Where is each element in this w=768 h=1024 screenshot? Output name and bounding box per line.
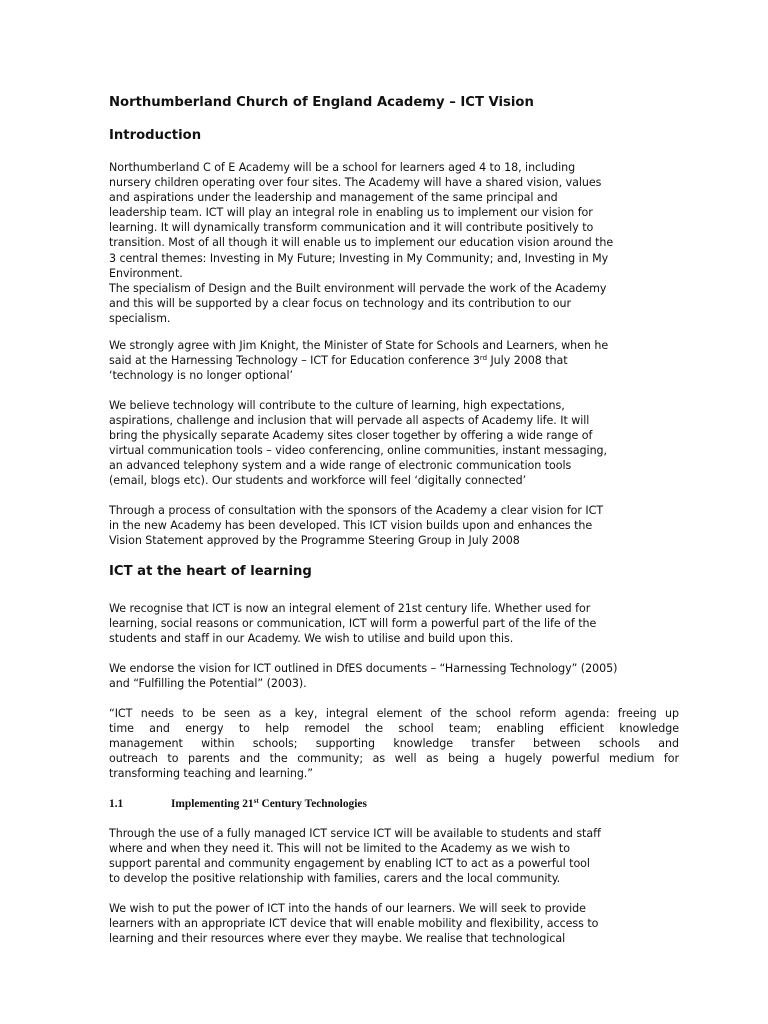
text-line: The specialism of Design and the Built environment will pervade the work of the Academy xyxy=(109,281,607,295)
text-line: specialism. xyxy=(109,311,171,325)
text-line: bring the physically separate Academy sites closer together by offering a wide range of xyxy=(109,429,593,443)
text-line: transition. Most of all though it will enable us to implement our education vision around the xyxy=(109,236,614,250)
text-run: Century Technologies xyxy=(258,798,367,810)
text-line: We wish to put the power of ICT into the hands of our learners. We will seek to provide xyxy=(109,902,586,915)
section-1-1-paragraph-2 xyxy=(109,901,679,946)
text-line: and “Fulfilling the Potential” (2003). xyxy=(109,677,307,691)
ict-heart-paragraph-2 xyxy=(109,661,679,691)
text-line: transforming teaching and learning.” xyxy=(109,767,313,781)
section-1-1-heading xyxy=(109,797,509,812)
text-line: We endorse the vision for ICT outlined in DfES documents – “Harnessing Technology” (2005) xyxy=(109,662,618,675)
text-line: nursery children operating over four sites. The Academy will have a shared vision, values xyxy=(109,176,602,190)
text-line: learning, social reasons or communication, ICT will form a powerful part of the life of the xyxy=(109,617,597,631)
text-line: in the new Academy has been developed. This ICT vision builds upon and enhances the xyxy=(109,519,593,533)
introduction-paragraph-3 xyxy=(109,398,679,489)
text-line: students and staff in our Academy. We wish to utilise and build upon this. xyxy=(109,632,514,646)
text-line: to develop the positive relationship with families, carers and the local community. xyxy=(109,872,561,886)
text-line: an advanced telephony system and a wide range of electronic communication tools xyxy=(109,459,572,473)
text-line: Northumberland C of E Academy will be a school for learners aged 4 to 18, including xyxy=(109,161,576,174)
text-run: Implementing 21 xyxy=(171,798,254,810)
introduction-heading: Introduction xyxy=(109,128,202,143)
text-line xyxy=(109,353,679,368)
ict-heart-heading: ICT at the heart of learning xyxy=(109,564,312,579)
text-line: virtual communication tools – video conferencing, online communities, instant messaging, xyxy=(109,444,608,458)
text-run: said at the Harnessing Technology – ICT for Education conference 3 xyxy=(109,354,480,368)
text-line: We strongly agree with Jim Knight, the Minister of State for Schools and Learners, when he xyxy=(109,339,609,352)
text-line: We believe technology will contribute to the culture of learning, high expectations, xyxy=(109,399,565,412)
text-line: time and energy to help remodel the school team; enabling efficient knowledge xyxy=(109,722,679,736)
text-line: Environment. xyxy=(109,266,183,280)
section-number: 1.1 xyxy=(109,798,124,810)
text-line: Through the use of a fully managed ICT service ICT will be available to students and staff xyxy=(109,827,601,840)
text-line: outreach to parents and the community; as well as being a hugely powerful medium for xyxy=(109,752,679,766)
text-line: learners with an appropriate ICT device that will enable mobility and flexibility, access to xyxy=(109,917,599,931)
text-line: We recognise that ICT is now an integral element of 21st century life. Whether used for xyxy=(109,602,591,615)
text-line: learning. It will dynamically transform communication and it will contribute positively to xyxy=(109,221,594,235)
superscript: rd xyxy=(479,354,487,363)
text-line: Through a process of consultation with the sponsors of the Academy a clear vision for ICT xyxy=(109,504,604,517)
text-line: (email, blogs etc). Our students and workforce will feel ‘digitally connected’ xyxy=(109,474,527,488)
text-line: where and when they need it. This will not be limited to the Academy as we wish to xyxy=(109,842,570,856)
text-line: aspirations, challenge and inclusion that will pervade all aspects of Academy life. It will xyxy=(109,414,590,428)
text-line: leadership team. ICT will play an integral role in enabling us to implement our vision for xyxy=(109,206,593,220)
ict-heart-quote xyxy=(109,706,679,781)
ict-heart-paragraph-1 xyxy=(109,601,679,646)
text-run: July 2008 that xyxy=(486,354,568,368)
superscript: st xyxy=(253,797,259,805)
text-line: “ICT needs to be seen as a key, integral element of the school reform agenda: freeing up xyxy=(109,707,679,720)
introduction-paragraph-1 xyxy=(109,160,679,326)
text-line: learning and their resources where ever they maybe. We realise that technological xyxy=(109,932,566,946)
introduction-paragraph-2 xyxy=(109,338,679,383)
text-line: management within schools; supporting knowledge transfer between schools and xyxy=(109,737,679,751)
text-line: Vision Statement approved by the Programme Steering Group in July 2008 xyxy=(109,534,520,548)
text-line: and this will be supported by a clear focus on technology and its contribution to our xyxy=(109,296,572,310)
introduction-paragraph-4 xyxy=(109,503,679,548)
document-title: Northumberland Church of England Academy – ICT Vision xyxy=(109,95,534,110)
text-line: ‘technology is no longer optional’ xyxy=(109,369,294,383)
text-line: and aspirations under the leadership and management of the same principal and xyxy=(109,191,558,205)
section-1-1-paragraph-1 xyxy=(109,826,679,886)
text-line: 3 central themes: Investing in My Future; Investing in My Community; and, Investing in My xyxy=(109,251,609,265)
text-line: support parental and community engagement by enabling ICT to act as a powerful tool xyxy=(109,857,590,871)
